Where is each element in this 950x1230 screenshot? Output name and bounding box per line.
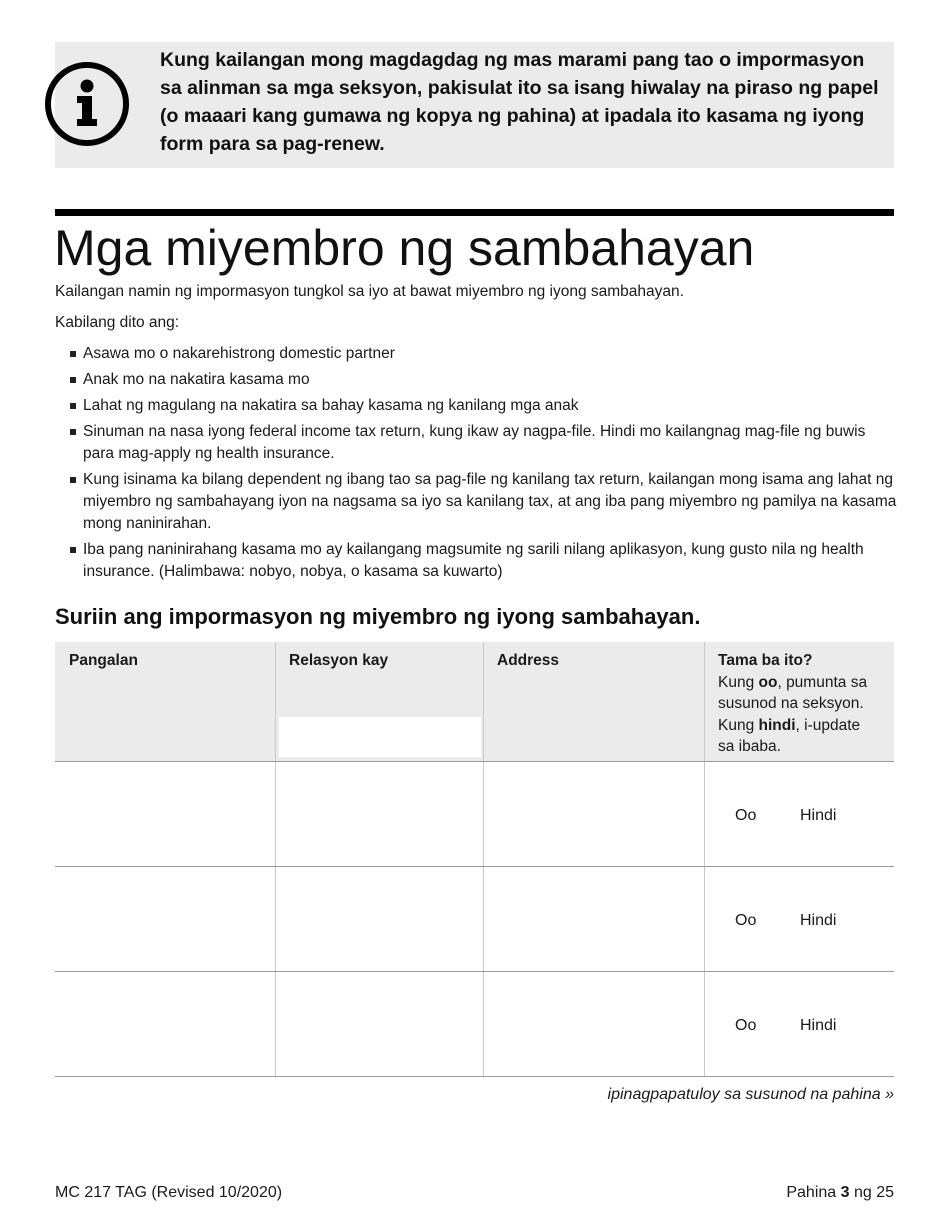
column-divider bbox=[483, 762, 484, 866]
table-body bbox=[55, 761, 894, 1077]
yes-option[interactable]: Oo bbox=[735, 1017, 757, 1034]
no-option[interactable]: Hindi bbox=[800, 807, 837, 824]
no-option[interactable]: Hindi bbox=[800, 1017, 837, 1034]
bullet-square-icon bbox=[70, 403, 76, 409]
relation-cell[interactable] bbox=[275, 867, 483, 971]
bullet-square-icon bbox=[70, 377, 76, 383]
column-divider bbox=[704, 762, 705, 866]
name-cell[interactable] bbox=[55, 972, 275, 1076]
name-cell[interactable] bbox=[55, 867, 275, 971]
member-criteria-list bbox=[55, 343, 900, 587]
address-cell[interactable] bbox=[483, 867, 704, 971]
form-id: MC 217 TAG (Revised 10/2020) bbox=[55, 1184, 283, 1201]
page-title: Mga miyembro ng sambahayan bbox=[54, 220, 755, 276]
column-divider bbox=[275, 867, 276, 971]
intro-text: Kailangan namin ng impormasyon tungkol sa iyo at bawat miyembro ng iyong sambahayan. bbox=[55, 283, 684, 300]
list-item: Anak mo na nakatira kasama mo bbox=[55, 369, 900, 391]
column-divider bbox=[483, 867, 484, 971]
relation-cell[interactable] bbox=[275, 762, 483, 866]
includes-label: Kabilang dito ang: bbox=[55, 314, 180, 331]
yes-option[interactable]: Oo bbox=[735, 912, 757, 929]
column-divider bbox=[275, 972, 276, 1076]
table-row bbox=[55, 971, 894, 1077]
column-divider bbox=[704, 867, 705, 971]
address-cell[interactable] bbox=[483, 972, 704, 1076]
bullet-square-icon bbox=[70, 429, 76, 435]
list-item: Lahat ng magulang na nakatira sa bahay kasama ng kanilang mga anak bbox=[55, 395, 900, 417]
column-divider bbox=[483, 642, 484, 761]
table-row bbox=[55, 866, 894, 971]
column-divider bbox=[704, 642, 705, 761]
list-item: Asawa mo o nakarehistrong domestic partner bbox=[55, 343, 900, 365]
name-cell[interactable] bbox=[55, 762, 275, 866]
notice-text: Kung kailangan mong magdagdag ng mas marami pang tao o impormasyon sa alinman sa mga seksyon, pakisulat ito sa isang hiwalay na piraso ng papel (o maaari kang gumawa ng kopya ng pahina) at ipadala ito kasama ng iyong form para sa pag-renew. bbox=[160, 49, 879, 155]
bullet-square-icon bbox=[70, 547, 76, 553]
column-header-relation: Relasyon kay bbox=[289, 652, 389, 669]
info-icon bbox=[44, 61, 130, 147]
bullet-square-icon bbox=[70, 477, 76, 483]
column-header-name: Pangalan bbox=[69, 652, 138, 669]
yes-option[interactable]: Oo bbox=[735, 807, 757, 824]
column-header-correct: Tama ba ito? Kung oo, pumunta sa susunod na seksyon. Kung hindi, i-update sa ibaba. bbox=[718, 652, 868, 755]
list-item: Kung isinama ka bilang dependent ng ibang tao sa pag-file ng kanilang tax return, kailangan mong isama ang lahat ng miyembro ng sambahayang iyon na nagsama sa iyo sa kanilang tax, at ang iba pang miyembro ng pamilya na kasama mong naninirahan. bbox=[55, 469, 900, 535]
relation-name-field[interactable] bbox=[279, 717, 481, 757]
bullet-square-icon bbox=[70, 351, 76, 357]
relation-cell[interactable] bbox=[275, 972, 483, 1076]
table-header bbox=[55, 642, 894, 761]
page-number: Pahina 3 ng 25 bbox=[786, 1184, 894, 1201]
household-table bbox=[55, 642, 894, 1077]
column-divider bbox=[275, 642, 276, 761]
continued-note: ipinagpapatuloy sa susunod na pahina » bbox=[607, 1086, 894, 1103]
column-header-address: Address bbox=[497, 652, 560, 669]
column-divider bbox=[704, 972, 705, 1076]
review-heading: Suriin ang impormasyon ng miyembro ng iyong sambahayan. bbox=[55, 604, 701, 629]
no-option[interactable]: Hindi bbox=[800, 912, 837, 929]
table-row bbox=[55, 761, 894, 866]
list-item: Iba pang naninirahang kasama mo ay kailangang magsumite ng sarili nilang aplikasyon, kung gusto nila ng health insurance. (Halimbawa: nobyo, nobya, o kasama sa kuwarto) bbox=[55, 539, 900, 583]
column-divider bbox=[483, 972, 484, 1076]
address-cell[interactable] bbox=[483, 762, 704, 866]
column-divider bbox=[275, 762, 276, 866]
section-divider bbox=[55, 209, 894, 216]
list-item: Sinuman na nasa iyong federal income tax return, kung ikaw ay nagpa-file. Hindi mo kailangnag mag-file ng buwis para mag-apply ng health insurance. bbox=[55, 421, 900, 465]
